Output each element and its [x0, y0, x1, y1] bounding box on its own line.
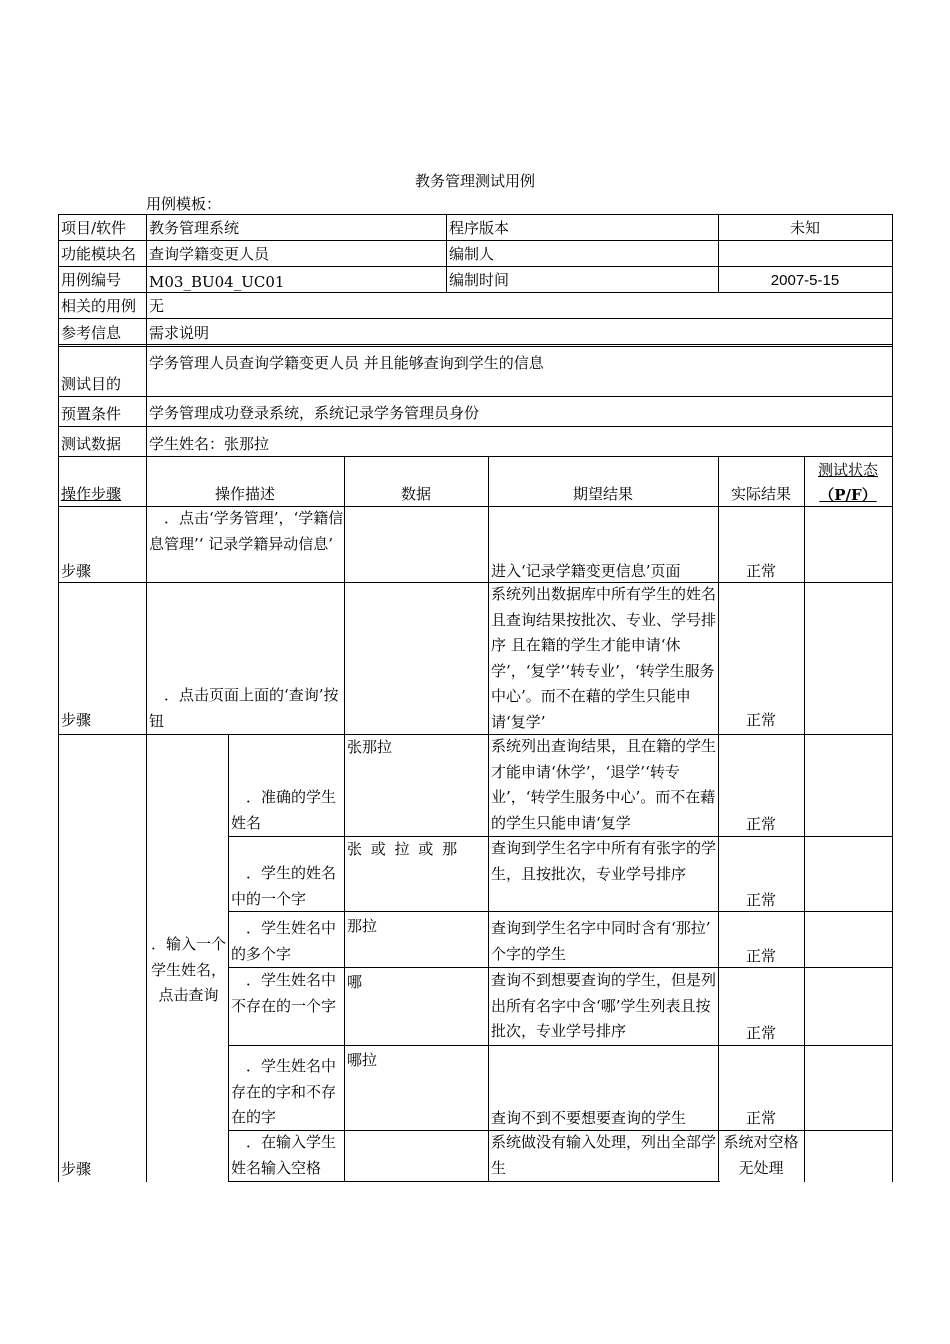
- document-title: 教务管理测试用例: [414, 172, 535, 190]
- purpose-value: 学务管理人员查询学籍变更人员 并且能够查询到学生的信息: [149, 354, 544, 372]
- step-label: 步骤: [61, 1160, 92, 1178]
- sub-data: 哪: [347, 973, 363, 991]
- template-label: 用例模板：: [146, 195, 222, 213]
- grid-line: [146, 214, 147, 456]
- sub-data: 张那拉: [347, 738, 393, 756]
- grid-line: [58, 214, 892, 215]
- related-value: 无: [149, 297, 165, 315]
- sub-expected: 查询不到想要查询的学生，但是列出所有名字中含‘哪’学生列表且按批次，专业学号排序: [491, 971, 717, 1040]
- grid-line: [58, 456, 892, 457]
- sub-data: 哪拉: [347, 1051, 378, 1069]
- header-status: 测试状态: [817, 461, 878, 479]
- grid-line: [344, 456, 345, 1182]
- case-id-label: 用例编号: [61, 271, 122, 289]
- grid-line: [228, 1045, 892, 1046]
- grid-line: [58, 396, 892, 397]
- grid-line: [228, 1181, 720, 1182]
- step-actual: 正常: [745, 711, 776, 729]
- grid-line: [58, 346, 892, 347]
- step-expected: 进入‘记录学籍变更信息’页面: [491, 562, 681, 580]
- precondition-label: 预置条件: [61, 405, 122, 423]
- grid-line: [488, 456, 489, 1182]
- header-data: 数据: [400, 485, 431, 503]
- sub-actual: 正常: [745, 815, 776, 833]
- header-step: 操作步骤: [61, 485, 122, 503]
- grid-line: [58, 240, 892, 241]
- time-value: 2007-5-15: [770, 272, 840, 289]
- version-value: 未知: [789, 219, 820, 237]
- precondition-value: 学务管理成功登录系统，系统记录学务管理员身份: [149, 404, 480, 422]
- reference-value: 需求说明: [149, 324, 210, 342]
- header-status-pf: （P/F）: [819, 486, 877, 504]
- sub-description: ．学生姓名中的多个字: [231, 919, 337, 963]
- author-label: 编制人: [449, 245, 495, 263]
- module-label: 功能模块名: [61, 245, 137, 263]
- step-description: ．点击‘学务管理’，‘学籍信息管理’‘ 记录学籍异动信息’: [149, 509, 344, 553]
- grid-line: [58, 266, 892, 267]
- project-label: 项目/软件: [61, 219, 127, 237]
- step-label: 步骤: [61, 711, 92, 729]
- sub-description: ．学生姓名中不存在的一个字: [231, 971, 337, 1015]
- sub-data: 那拉: [347, 917, 378, 935]
- sub-expected: 系统做没有输入处理，列出全部学生: [491, 1133, 717, 1177]
- sub-actual: 正常: [745, 947, 776, 965]
- grid-line: [892, 214, 893, 1182]
- grid-line: [58, 318, 892, 319]
- sub-expected: 查询到学生名字中同时含有‘那拉’ 个字的学生: [491, 919, 726, 963]
- grid-line: [58, 292, 892, 293]
- grid-line: [228, 734, 229, 1182]
- grid-line: [58, 426, 892, 427]
- grid-line: [446, 214, 447, 292]
- test-data-label: 测试数据: [61, 435, 122, 453]
- test-data-value: 学生姓名：张那拉: [149, 435, 270, 453]
- grid-line: [58, 344, 892, 345]
- group-description: ．输入一个学生姓名，点击查询: [150, 935, 226, 1004]
- step-description: ．点击页面上面的‘查询’按钮: [149, 686, 339, 730]
- grid-line: [804, 456, 805, 1182]
- header-expected: 期望结果: [572, 485, 633, 503]
- sub-expected: 系统列出查询结果，且在籍的学生才能申请‘休学’，‘退学’‘转专业’，‘转学生服务中心’。而不在藉的学生只能申请‘复学: [491, 737, 717, 832]
- related-label: 相关的用例: [61, 297, 137, 315]
- sub-expected: 查询到学生名字中所有有张字的学生，且按批次，专业学号排序: [491, 839, 717, 883]
- project-value: 教务管理系统: [149, 219, 240, 237]
- step-label: 步骤: [61, 562, 92, 580]
- module-value: 查询学籍变更人员: [149, 245, 270, 263]
- header-actual: 实际结果: [730, 485, 791, 503]
- case-id-value: M03_BU04_UC01: [149, 273, 285, 291]
- version-label: 程序版本: [449, 219, 510, 237]
- grid-line: [146, 456, 147, 1182]
- sub-description: ．学生姓名中存在的字和不存在的字: [231, 1057, 337, 1126]
- step-actual: 正常: [745, 562, 776, 580]
- sub-description: ．学生的姓名中的一个字: [231, 864, 337, 908]
- grid-line: [58, 734, 892, 735]
- header-description: 操作描述: [214, 485, 275, 503]
- sub-actual: 正常: [745, 1024, 776, 1042]
- sub-actual: 系统对空格无处理: [723, 1133, 799, 1177]
- sub-description: ．准确的学生姓名: [231, 788, 337, 832]
- sub-data: 张 或 拉 或 那: [347, 840, 458, 858]
- sub-actual: 正常: [745, 891, 776, 909]
- step-expected: 系统列出数据库中所有学生的姓名且查询结果按批次、专业、学号排序 且在籍的学生才能申请‘休学’，‘复学’‘转专业’，‘转学生服务中心’。而不在藉的学生只能申请‘复学’: [491, 585, 717, 731]
- grid-line: [58, 214, 59, 1182]
- reference-label: 参考信息: [61, 324, 122, 342]
- grid-line: [58, 582, 892, 583]
- purpose-label: 测试目的: [61, 375, 122, 393]
- sub-description: ．在输入学生姓名输入空格: [231, 1133, 337, 1177]
- time-label: 编制时间: [449, 271, 510, 289]
- sub-expected: 查询不到不要想要查询的学生: [491, 1109, 687, 1127]
- sub-actual: 正常: [745, 1109, 776, 1127]
